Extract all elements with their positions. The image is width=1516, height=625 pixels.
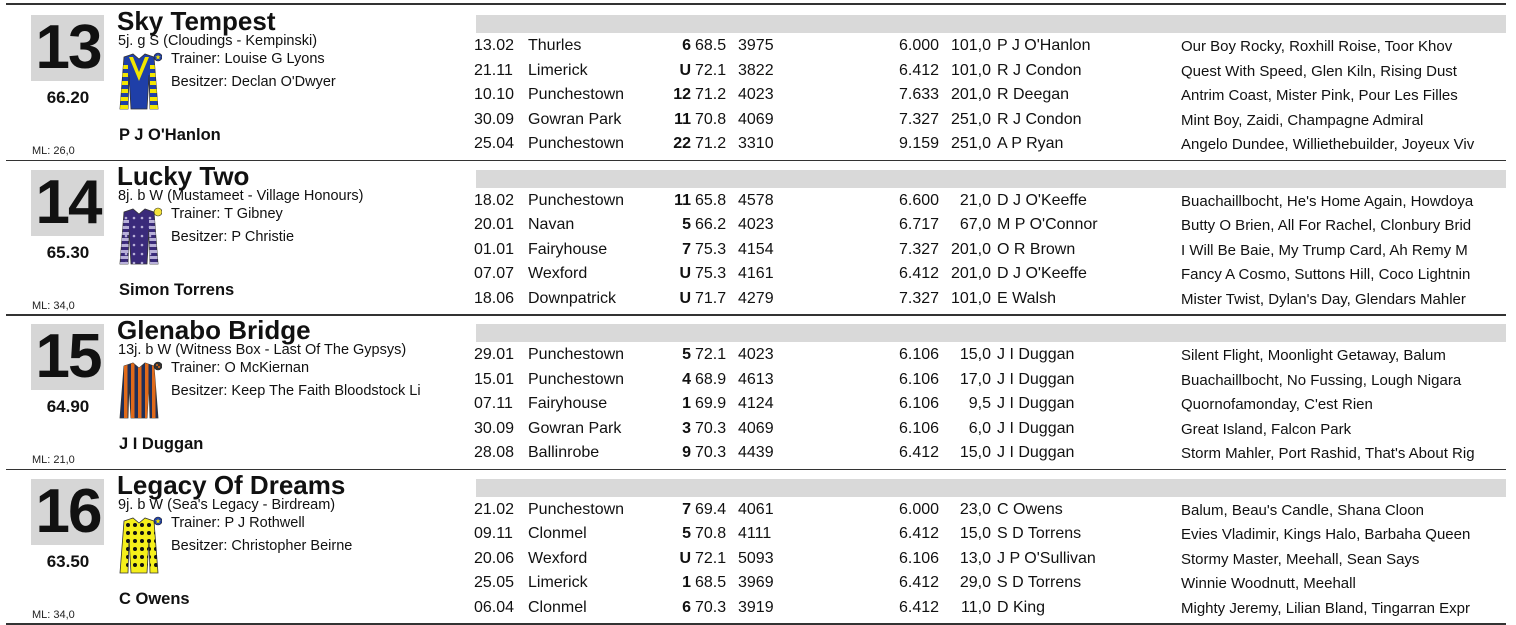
run-date: 06.04 xyxy=(474,598,515,616)
rating: 65.30 xyxy=(46,242,90,262)
run-purse: 6.106 xyxy=(899,346,940,363)
form-row xyxy=(6,496,1506,524)
form-row xyxy=(6,572,1506,597)
horse-entry xyxy=(6,316,1506,470)
run-date: 07.11 xyxy=(474,395,513,412)
run-competitors: Antrim Coast, Mister Pink, Pour Les Filles xyxy=(1181,87,1458,104)
run-track: Clonmel xyxy=(528,598,587,616)
run-jockey: R J Condon xyxy=(997,110,1082,128)
run-track: Punchestown xyxy=(528,346,625,363)
run-competitors: Mister Twist, Dylan's Day, Glendars Mahler xyxy=(1181,290,1466,308)
form-row xyxy=(6,214,1506,239)
run-placing: 5 xyxy=(682,525,691,542)
run-odds: 6,0 xyxy=(968,419,991,437)
run-placing: 6 xyxy=(682,37,691,54)
run-distance: 4439 xyxy=(738,444,774,461)
run-weight: 70.3 xyxy=(695,444,727,461)
run-date: 18.02 xyxy=(474,191,515,209)
run-weight: 70.3 xyxy=(695,598,727,616)
run-distance: 4023 xyxy=(738,86,774,103)
run-odds: 15,0 xyxy=(959,346,991,363)
run-competitors: Mighty Jeremy, Lilian Bland, Tingarran Expr xyxy=(1181,599,1471,617)
run-weight: 65.8 xyxy=(695,191,727,209)
run-competitors: Storm Mahler, Port Rashid, That's About Rig xyxy=(1181,445,1475,462)
jockey-name[interactable]: J I Duggan xyxy=(119,435,204,453)
run-distance: 3969 xyxy=(738,574,774,591)
run-odds: 15,0 xyxy=(959,444,991,461)
run-distance: 4023 xyxy=(738,216,774,233)
run-track: Punchestown xyxy=(528,135,625,152)
run-odds: 251,0 xyxy=(950,110,991,128)
trainer[interactable]: Trainer: O McKiernan xyxy=(171,360,310,376)
run-track: Punchestown xyxy=(528,86,625,103)
run-date: 29.01 xyxy=(474,346,515,363)
form-header-bar xyxy=(476,15,1506,33)
morning-line: ML: 21,0 xyxy=(32,454,75,466)
owner: Besitzer: P Christie xyxy=(171,228,295,245)
top-rule xyxy=(6,3,1506,5)
run-track: Punchestown xyxy=(528,370,625,388)
run-competitors: Balum, Beau's Candle, Shana Cloon xyxy=(1181,501,1425,519)
run-placing: U xyxy=(679,289,691,307)
form-row xyxy=(6,84,1506,109)
pedigree: 5j. g S (Cloudings - Kempinski) xyxy=(118,33,318,49)
form-header-bar xyxy=(476,479,1506,497)
run-distance: 4069 xyxy=(738,419,774,437)
form-row xyxy=(6,133,1506,158)
run-purse: 6.600 xyxy=(899,191,940,209)
run-placing: 22 xyxy=(673,135,691,152)
run-weight: 69.9 xyxy=(695,395,727,412)
run-purse: 6.412 xyxy=(899,598,940,616)
run-weight: 72.1 xyxy=(695,61,727,79)
run-track: Fairyhouse xyxy=(528,395,608,412)
run-jockey: E Walsh xyxy=(997,289,1056,307)
run-odds: 15,0 xyxy=(959,525,991,542)
run-purse: 7.633 xyxy=(899,86,940,103)
run-jockey: D J O'Keeffe xyxy=(997,265,1087,282)
saddle-number: 15 xyxy=(35,322,101,391)
run-jockey: J P O'Sullivan xyxy=(997,549,1096,567)
run-jockey: J I Duggan xyxy=(997,419,1075,437)
run-track: Gowran Park xyxy=(528,419,622,437)
run-jockey: J I Duggan xyxy=(997,444,1075,461)
run-weight: 70.3 xyxy=(695,419,727,437)
form-row xyxy=(6,548,1506,573)
run-jockey: A P Ryan xyxy=(997,135,1064,152)
run-placing: 5 xyxy=(682,216,691,233)
form-runs xyxy=(6,344,1506,467)
run-purse: 6.717 xyxy=(899,216,940,233)
run-distance: 3975 xyxy=(738,37,774,54)
run-odds: 11,0 xyxy=(961,598,991,616)
run-date: 21.11 xyxy=(474,61,513,79)
run-track: Fairyhouse xyxy=(528,240,608,258)
run-date: 13.02 xyxy=(474,37,515,54)
run-date: 30.09 xyxy=(474,419,515,437)
run-jockey: C Owens xyxy=(997,500,1063,518)
pedigree: 8j. b W (Mustameet - Village Honours) xyxy=(118,187,364,204)
run-purse: 6.412 xyxy=(899,525,940,542)
run-distance: 4061 xyxy=(738,500,774,518)
run-track: Wexford xyxy=(528,549,588,567)
run-competitors: Fancy A Cosmo, Suttons Hill, Coco Lightnin xyxy=(1181,266,1471,283)
form-runs xyxy=(6,187,1506,313)
form-row xyxy=(6,442,1506,467)
run-placing: 4 xyxy=(682,370,691,388)
run-distance: 4578 xyxy=(738,191,774,209)
form-row xyxy=(6,263,1506,288)
run-distance: 3310 xyxy=(738,135,774,152)
run-weight: 75.3 xyxy=(695,240,727,258)
run-competitors: Silent Flight, Moonlight Getaway, Balum xyxy=(1181,347,1446,364)
run-odds: 201,0 xyxy=(950,240,991,258)
run-odds: 201,0 xyxy=(950,265,991,282)
run-distance: 4069 xyxy=(738,110,774,128)
run-odds: 21,0 xyxy=(959,191,991,209)
run-jockey: S D Torrens xyxy=(997,525,1082,542)
run-track: Wexford xyxy=(528,265,588,282)
run-purse: 6.106 xyxy=(899,395,940,412)
run-date: 25.04 xyxy=(474,135,515,152)
run-purse: 6.106 xyxy=(899,419,940,437)
rating: 63.50 xyxy=(46,551,90,571)
run-placing: 12 xyxy=(673,86,691,103)
run-date: 15.01 xyxy=(474,370,515,388)
run-competitors: Buachaillbocht, No Fussing, Lough Nigara xyxy=(1181,371,1462,389)
run-placing: U xyxy=(679,61,691,79)
run-competitors: Great Island, Falcon Park xyxy=(1181,420,1352,438)
run-weight: 71.2 xyxy=(695,86,727,103)
run-track: Downpatrick xyxy=(528,289,617,307)
form-row xyxy=(6,393,1506,418)
horse-entry xyxy=(6,471,1506,625)
run-track: Navan xyxy=(528,216,575,233)
run-jockey: S D Torrens xyxy=(997,574,1082,591)
run-track: Gowran Park xyxy=(528,110,622,128)
run-competitors: Mint Boy, Zaidi, Champagne Admiral xyxy=(1181,111,1424,129)
run-distance: 3822 xyxy=(738,61,774,79)
run-purse: 6.000 xyxy=(899,37,940,54)
form-header-bar xyxy=(476,324,1506,342)
run-date: 18.06 xyxy=(474,289,515,307)
run-odds: 29,0 xyxy=(959,574,991,591)
run-weight: 66.2 xyxy=(695,216,727,233)
run-placing: U xyxy=(679,549,691,567)
run-date: 10.10 xyxy=(474,86,515,103)
run-date: 30.09 xyxy=(474,110,515,128)
run-track: Punchestown xyxy=(528,191,625,209)
jockey-name[interactable]: P J O'Hanlon xyxy=(119,126,221,144)
run-purse: 7.327 xyxy=(899,240,940,258)
run-odds: 13,0 xyxy=(959,549,991,567)
run-jockey: R Deegan xyxy=(997,86,1070,103)
saddle-number: 16 xyxy=(35,476,101,546)
jockey-name[interactable]: C Owens xyxy=(119,589,190,608)
run-date: 07.07 xyxy=(474,265,515,282)
horse-entry xyxy=(6,7,1506,161)
run-date: 20.01 xyxy=(474,216,515,233)
run-placing: 7 xyxy=(682,240,691,258)
run-jockey: R J Condon xyxy=(997,61,1082,79)
run-competitors: Evies Vladimir, Kings Halo, Barbaha Queen xyxy=(1181,526,1471,543)
run-competitors: Quornofamonday, C'est Rien xyxy=(1181,396,1373,413)
form-row xyxy=(6,369,1506,394)
run-purse: 6.106 xyxy=(899,549,940,567)
run-placing: 7 xyxy=(682,500,691,518)
run-jockey: J I Duggan xyxy=(997,370,1075,388)
run-weight: 71.2 xyxy=(695,135,727,152)
run-odds: 67,0 xyxy=(959,216,991,233)
form-runs xyxy=(6,496,1506,622)
run-date: 28.08 xyxy=(474,444,515,461)
run-distance: 4124 xyxy=(738,395,774,412)
pedigree: 9j. b W (Sea's Legacy - Birdream) xyxy=(118,496,336,513)
run-purse: 6.412 xyxy=(899,444,940,461)
run-competitors: Butty O Brien, All For Rachel, Clonbury Brid xyxy=(1181,217,1472,234)
form-row xyxy=(6,523,1506,548)
run-odds: 101,0 xyxy=(950,289,991,307)
run-odds: 251,0 xyxy=(950,135,991,152)
run-weight: 70.8 xyxy=(695,525,727,542)
run-placing: 9 xyxy=(682,444,691,461)
svg-text:★: ★ xyxy=(154,517,162,525)
run-competitors: Buachaillbocht, He's Home Again, Howdoya xyxy=(1181,192,1474,210)
form-row xyxy=(6,60,1506,85)
run-distance: 4111 xyxy=(738,525,772,542)
saddle-number: 13 xyxy=(35,13,101,82)
run-track: Ballinrobe xyxy=(528,444,600,461)
run-odds: 23,0 xyxy=(959,500,991,518)
owner: Besitzer: Declan O'Dwyer xyxy=(171,74,336,90)
run-distance: 4154 xyxy=(738,240,774,258)
morning-line: ML: 26,0 xyxy=(32,145,75,157)
form-row xyxy=(6,35,1506,60)
morning-line: ML: 34,0 xyxy=(32,608,75,621)
run-track: Clonmel xyxy=(528,525,587,542)
run-odds: 17,0 xyxy=(959,370,991,388)
run-competitors: Angelo Dundee, Williethebuilder, Joyeux Viv xyxy=(1181,136,1475,153)
run-date: 01.01 xyxy=(474,240,515,258)
run-date: 21.02 xyxy=(474,500,515,518)
run-weight: 70.8 xyxy=(695,110,727,128)
run-jockey: M P O'Connor xyxy=(997,216,1098,233)
run-competitors: Stormy Master, Meehall, Sean Says xyxy=(1181,550,1420,568)
run-odds: 9,5 xyxy=(968,395,991,412)
jockey-name[interactable]: Simon Torrens xyxy=(119,280,235,299)
run-weight: 75.3 xyxy=(695,265,727,282)
run-jockey: O R Brown xyxy=(997,240,1076,258)
run-placing: 6 xyxy=(682,598,691,616)
run-track: Limerick xyxy=(528,61,588,79)
rating: 66.20 xyxy=(46,88,90,107)
run-odds: 201,0 xyxy=(950,86,991,103)
form-row xyxy=(6,288,1506,313)
form-row xyxy=(6,187,1506,215)
run-track: Limerick xyxy=(528,574,588,591)
run-purse: 7.327 xyxy=(899,289,940,307)
run-purse: 7.327 xyxy=(899,110,940,128)
run-weight: 69.4 xyxy=(695,500,727,518)
run-purse: 9.159 xyxy=(899,135,940,152)
run-purse: 6.000 xyxy=(899,500,940,518)
run-distance: 4613 xyxy=(738,370,774,388)
run-purse: 6.412 xyxy=(899,265,940,282)
horse-name[interactable]: Glenabo Bridge xyxy=(117,315,311,345)
owner: Besitzer: Keep The Faith Bloodstock Li xyxy=(171,383,421,399)
run-purse: 6.412 xyxy=(899,574,940,591)
run-weight: 71.7 xyxy=(695,289,727,307)
run-weight: 68.9 xyxy=(695,370,727,388)
morning-line: ML: 34,0 xyxy=(32,299,75,312)
run-competitors: I Will Be Baie, My Trump Card, Ah Remy M xyxy=(1181,241,1468,259)
run-jockey: D J O'Keeffe xyxy=(997,191,1087,209)
run-weight: 72.1 xyxy=(695,549,727,567)
run-jockey: J I Duggan xyxy=(997,346,1075,363)
svg-text:★: ★ xyxy=(154,53,162,62)
run-weight: 68.5 xyxy=(695,574,727,591)
run-competitors: Winnie Woodnutt, Meehall xyxy=(1181,575,1356,592)
trainer[interactable]: Trainer: P J Rothwell xyxy=(171,514,305,531)
run-competitors: Our Boy Rocky, Roxhill Roise, Toor Khov xyxy=(1181,38,1453,55)
run-placing: 11 xyxy=(674,191,691,209)
run-purse: 6.106 xyxy=(899,370,940,388)
form-row xyxy=(6,109,1506,134)
run-placing: 1 xyxy=(682,574,691,591)
run-purse: 6.412 xyxy=(899,61,940,79)
run-date: 09.11 xyxy=(474,525,513,542)
horse-entry xyxy=(6,162,1506,316)
horse-name[interactable]: Legacy Of Dreams xyxy=(117,469,346,500)
form-row xyxy=(6,597,1506,622)
trainer[interactable]: Trainer: T Gibney xyxy=(171,205,283,222)
run-jockey: D King xyxy=(997,598,1046,616)
run-date: 25.05 xyxy=(474,574,515,591)
owner: Besitzer: Christopher Beirne xyxy=(171,537,353,554)
trainer[interactable]: Trainer: Louise G Lyons xyxy=(171,51,325,67)
run-weight: 68.5 xyxy=(695,37,727,54)
run-placing: 5 xyxy=(682,346,691,363)
run-distance: 3919 xyxy=(738,598,774,616)
run-weight: 72.1 xyxy=(695,346,727,363)
run-distance: 4161 xyxy=(738,265,774,282)
run-date: 20.06 xyxy=(474,549,515,567)
run-distance: 4023 xyxy=(738,346,774,363)
run-odds: 101,0 xyxy=(950,61,991,79)
run-placing: 3 xyxy=(682,419,691,437)
form-header-bar xyxy=(476,170,1506,188)
form-row xyxy=(6,239,1506,264)
run-track: Punchestown xyxy=(528,500,625,518)
run-placing: 11 xyxy=(674,110,691,128)
run-track: Thurles xyxy=(528,37,582,54)
run-placing: U xyxy=(679,265,691,282)
pedigree: 13j. b W (Witness Box - Last Of The Gypsys) xyxy=(118,342,407,358)
form-row xyxy=(6,418,1506,443)
horse-name[interactable]: Sky Tempest xyxy=(117,6,276,36)
run-distance: 4279 xyxy=(738,289,774,307)
run-competitors: Quest With Speed, Glen Kiln, Rising Dust xyxy=(1181,62,1457,80)
saddle-number: 14 xyxy=(35,167,101,237)
horse-name[interactable]: Lucky Two xyxy=(117,160,250,191)
run-distance: 5093 xyxy=(738,549,774,567)
run-jockey: J I Duggan xyxy=(997,395,1075,412)
run-placing: 1 xyxy=(682,395,691,412)
entry-divider xyxy=(6,623,1506,625)
form-runs xyxy=(6,35,1506,158)
rating: 64.90 xyxy=(46,397,90,416)
run-jockey: P J O'Hanlon xyxy=(997,37,1091,54)
form-row xyxy=(6,344,1506,369)
run-odds: 101,0 xyxy=(950,37,991,54)
